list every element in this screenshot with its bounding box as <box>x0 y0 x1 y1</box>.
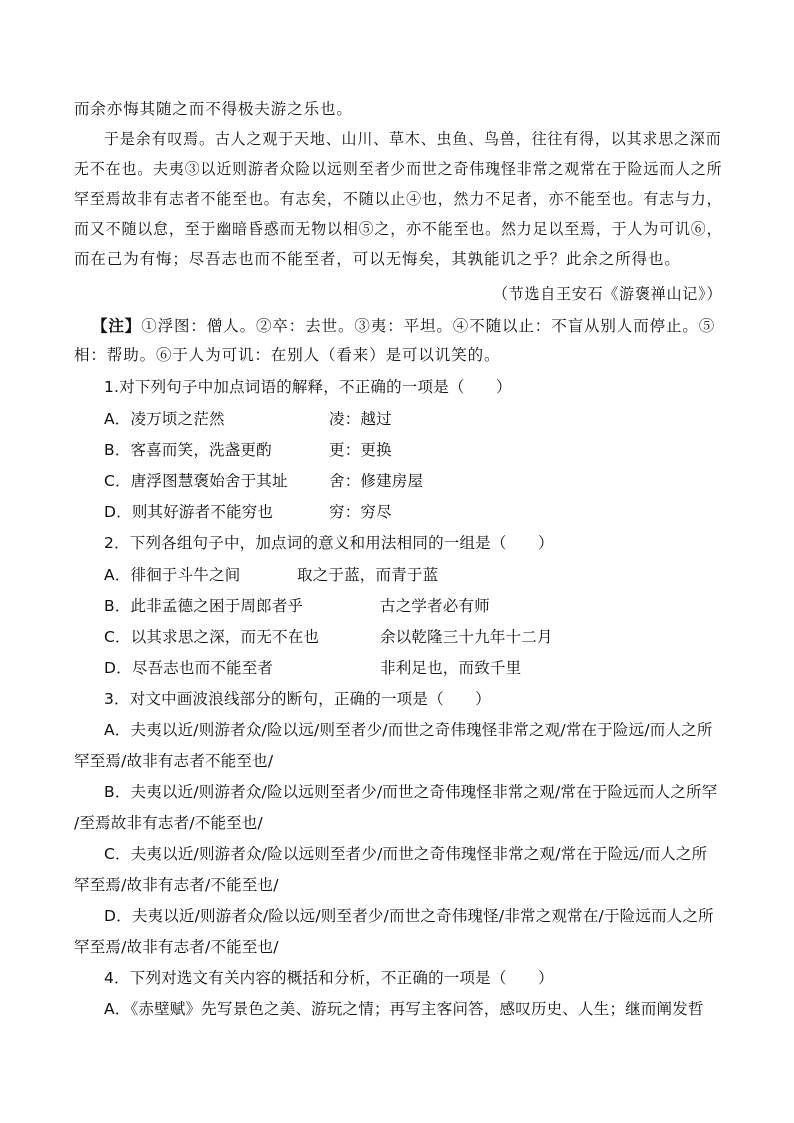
note-line <box>92 316 715 336</box>
q2-option-b-right: 古之学者必有师 <box>380 597 490 615</box>
q1-option-b: B．客喜而笑，洗盏更酌 <box>104 441 272 459</box>
q3-option-c-cont: 罕至焉/故非有志者/不能至也/ <box>74 876 279 894</box>
question-3-stem: 3．对文中画波浪线部分的断句，正确的一项是（ ） <box>104 690 491 708</box>
note-text: ①浮图：僧人。②卒：去世。③夷：平坦。④不随以止：不盲从别人而停止。⑤ <box>141 317 716 335</box>
q4-option-a: A．《赤壁赋》先写景色之美、游玩之情；再写主客问答，感叹历史、人生；继而阐发哲 <box>104 1000 704 1018</box>
q2-option-d-right: 非利足也，而致千里 <box>380 659 522 677</box>
passage-source: （节选自王安石《游褒禅山记》） <box>493 285 723 303</box>
q1-option-a: A．凌万顷之茫然 <box>104 410 225 428</box>
q2-option-c-left: C．以其求思之深，而无不在也 <box>104 628 320 646</box>
q1-option-c: C．唐浮图慧褒始舍于其址 <box>104 472 288 490</box>
q1-option-d-gloss: 穷：穷尽 <box>329 503 392 521</box>
q3-option-b-cont: /至焉故非有志者/不能至也/ <box>74 814 263 832</box>
note-line: 相：帮助。⑥于人为可讥：在别人（看来）是可以讥笑的。 <box>74 346 501 364</box>
passage-line: 而在己为有悔；尽吾志也而不能至者，可以无悔矣，其孰能讥之乎？此余之所得也。 <box>74 250 681 268</box>
note-tag: 【注】 <box>92 316 142 335</box>
q2-option-c-right: 余以乾隆三十九年十二月 <box>380 628 553 646</box>
q2-option-d-left: D．尽吾志也而不能至者 <box>104 659 274 677</box>
passage-line: 罕至焉故非有志者不能至也。有志矣，不随以止④也，然力不足者，亦不能至也。有志与力， <box>74 190 723 208</box>
passage-line: 而又不随以怠，至于幽暗昏惑而无物以相⑤之，亦不能至也。然力足以至焉，于人为可讥⑥， <box>74 220 723 238</box>
q3-option-b: B．夫夷以近/则游者众/险以远则至者少/而世之奇伟瑰怪非常之观/常在于险远而人之所罕 <box>104 783 718 801</box>
passage-line: 而余亦悔其随之而不得极夫游之乐也。 <box>74 100 353 118</box>
q2-option-a-left: A．徘徊于斗牛之间 <box>104 566 241 584</box>
q3-option-c: C．夫夷以近/则游者众/险以远则至者少/而世之奇伟瑰怪非常之观/常在于险远/而人之所 <box>104 845 708 863</box>
q1-option-b-gloss: 更：更换 <box>329 441 392 459</box>
q2-option-a-right: 取之于蓝，而青于蓝 <box>297 566 439 584</box>
passage-line: 无不在也。夫夷③以近则游者众险以远则至者少而世之奇伟瑰怪非常之观常在于险远而人之所 <box>74 160 723 178</box>
question-2-stem: 2．下列各组句子中，加点词的意义和用法相同的一组是（ ） <box>104 534 554 552</box>
q1-option-c-gloss: 舍：修建房屋 <box>329 472 424 490</box>
q2-option-b-left: B．此非孟德之困于周郎者乎 <box>104 597 304 615</box>
question-1-stem: 1.对下列句子中加点词语的解释，不正确的一项是（ ） <box>104 378 512 396</box>
q3-option-d: D．夫夷以近/则游者众/险以远/则至者少/而世之奇伟瑰怪/非常之观常在/于险远而人之所 <box>104 907 714 925</box>
q1-option-d: D．则其好游者不能穷也 <box>104 503 274 521</box>
q3-option-a-cont: 罕至焉/故非有志者不能至也/ <box>74 752 274 770</box>
passage-line: 于是余有叹焉。古人之观于天地、山川、草木、虫鱼、鸟兽，往往有得，以其求思之深而 <box>104 130 722 148</box>
q3-option-d-cont: 罕至焉/故非有志者/不能至也/ <box>74 938 279 956</box>
question-4-stem: 4．下列对选文有关内容的概括和分析，不正确的一项是（ ） <box>104 969 554 987</box>
q1-option-a-gloss: 凌：越过 <box>329 410 392 428</box>
q3-option-a: A．夫夷以近/则游者众/险以远/则至者少/而世之奇伟瑰怪非常之观/常在于险远/而人之所 <box>104 721 713 739</box>
